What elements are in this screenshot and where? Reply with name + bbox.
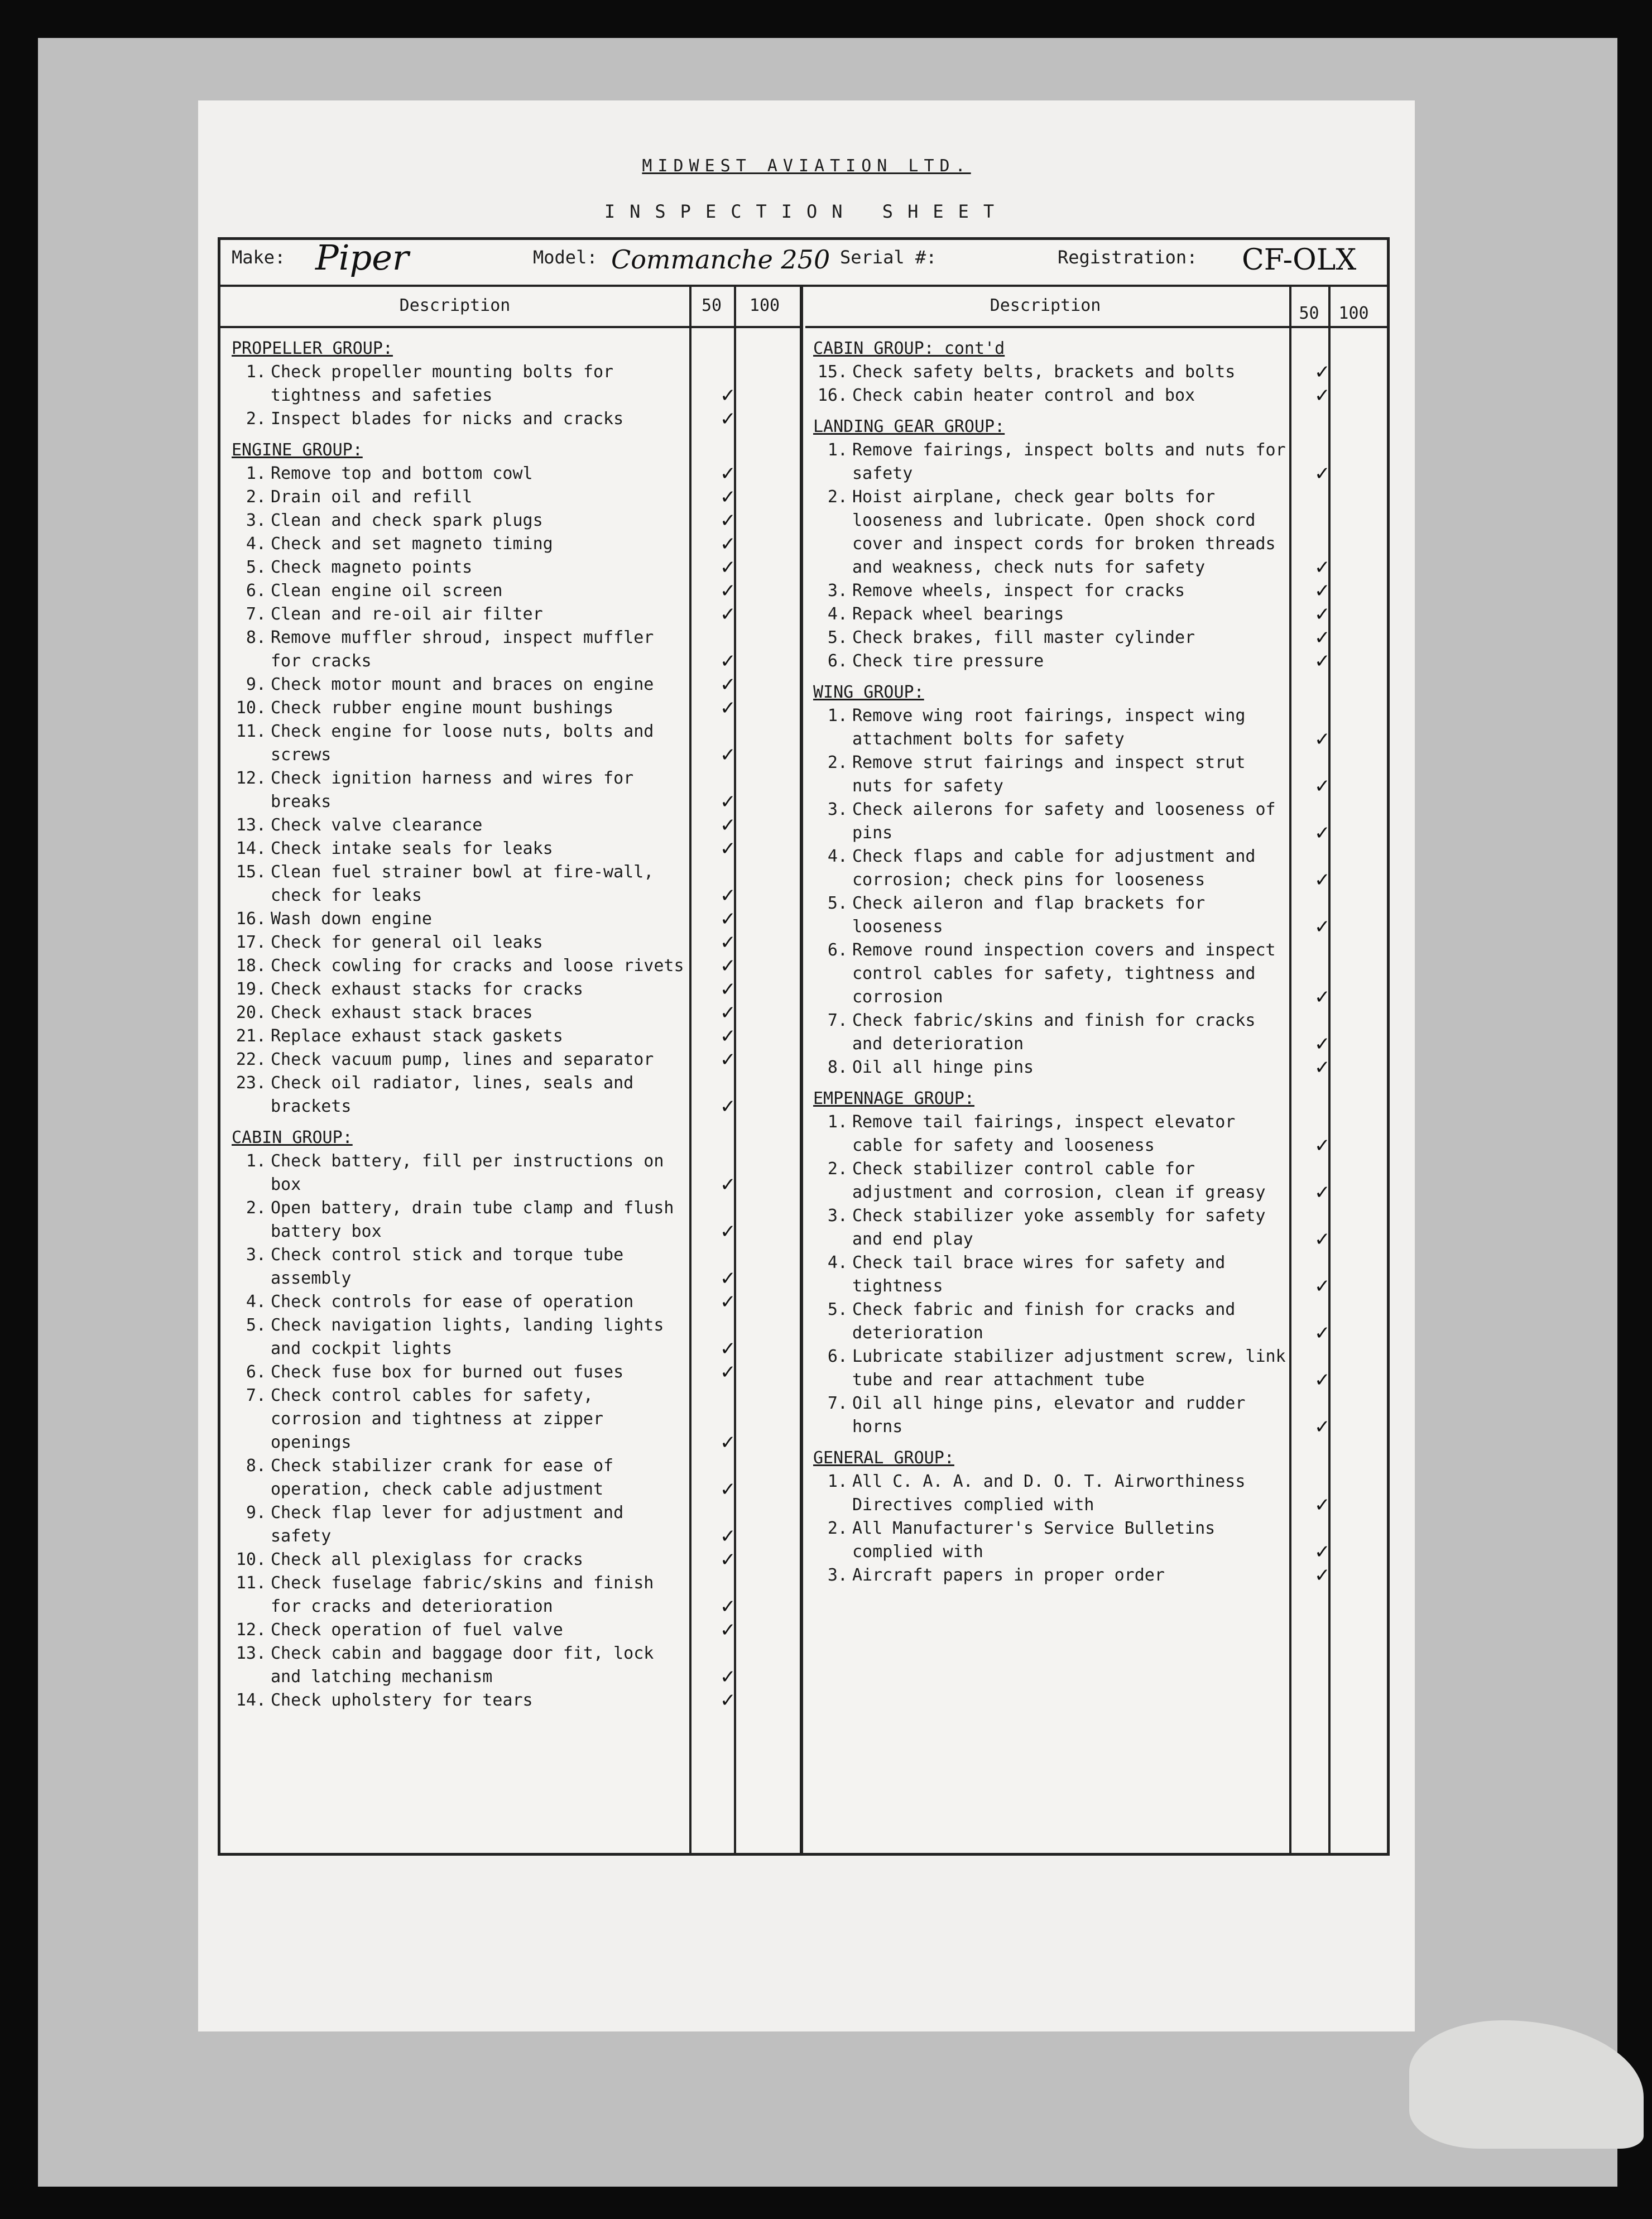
checkmark-icon: ✓ xyxy=(720,1338,736,1360)
item-text: Clean fuel strainer bowl at fire-wall, check for leaks xyxy=(271,862,654,905)
checkmark-icon: ✓ xyxy=(720,1525,736,1548)
checkmark-icon: ✓ xyxy=(720,1432,736,1454)
checklist-item xyxy=(232,532,736,556)
checkmark-icon: ✓ xyxy=(720,385,736,407)
item-text: Check all plexiglass for cracks xyxy=(271,1550,583,1569)
checkmark-icon: ✓ xyxy=(720,955,736,977)
checklist-item xyxy=(813,486,1331,579)
checklist-item xyxy=(813,751,1331,798)
checklist-item xyxy=(232,1314,736,1361)
item-text: Check fuse box for burned out fuses xyxy=(271,1362,624,1382)
checkmark-icon: ✓ xyxy=(720,1096,736,1118)
checklist-item xyxy=(813,704,1331,751)
checkmark-icon: ✓ xyxy=(1314,986,1331,1008)
checklist-item xyxy=(232,626,736,673)
item-number: 3. xyxy=(246,511,266,530)
left-100-header: 100 xyxy=(749,296,780,315)
checklist-item xyxy=(232,814,736,837)
item-text: Check brakes, fill master cylinder xyxy=(852,628,1195,647)
item-number: 20. xyxy=(236,1003,266,1022)
item-number: 1. xyxy=(827,1472,848,1491)
item-number: 12. xyxy=(236,769,266,788)
item-number: 15. xyxy=(817,362,848,382)
checklist-item xyxy=(232,1572,736,1618)
item-text: Check propeller mounting bolts for tightness and safeties xyxy=(271,362,614,405)
checklist-item xyxy=(813,603,1331,626)
item-text: Check for general oil leaks xyxy=(271,933,543,952)
item-text: Remove top and bottom cowl xyxy=(271,464,533,483)
checklist-item xyxy=(232,486,736,509)
checklist-item xyxy=(813,1111,1331,1157)
item-text: All C. A. A. and D. O. T. Airworthiness Directives complied with xyxy=(852,1472,1246,1515)
checklist-item xyxy=(232,954,736,978)
checklist-item xyxy=(813,1251,1331,1298)
make-value: Piper xyxy=(315,237,409,278)
item-text: Check cowling for cracks and loose rivets xyxy=(271,956,684,976)
item-number: 5. xyxy=(827,894,848,913)
checklist-item xyxy=(232,907,736,931)
item-number: 6. xyxy=(827,651,848,671)
checklist-item xyxy=(232,673,736,697)
checkmark-icon: ✓ xyxy=(720,1619,736,1641)
item-number: 2. xyxy=(246,1198,266,1218)
item-number: 16. xyxy=(817,386,848,405)
checkmark-icon: ✓ xyxy=(720,1002,736,1024)
item-number: 10. xyxy=(236,698,266,718)
item-number: 3. xyxy=(246,1245,266,1265)
checklist-item xyxy=(813,845,1331,892)
item-number: 8. xyxy=(246,628,266,647)
checkmark-icon: ✓ xyxy=(1314,1228,1331,1251)
checkmark-icon: ✓ xyxy=(1314,1181,1331,1204)
checklist-item xyxy=(813,439,1331,486)
item-number: 4. xyxy=(827,604,848,624)
item-text: Check intake seals for leaks xyxy=(271,839,553,858)
item-text: Open battery, drain tube clamp and flush battery box xyxy=(271,1198,674,1241)
item-number: 6. xyxy=(827,1347,848,1366)
model-value: Commanche 250 xyxy=(611,244,830,275)
checkmark-icon: ✓ xyxy=(720,908,736,930)
checkmark-icon: ✓ xyxy=(1314,1275,1331,1298)
checklist-item xyxy=(813,361,1331,384)
checklist-item xyxy=(232,1150,736,1197)
checklist-item xyxy=(813,1564,1331,1587)
item-text: Check fuselage fabric/skins and finish for cracks and deterioration xyxy=(271,1573,654,1616)
checklist-item xyxy=(232,931,736,954)
checkmark-icon: ✓ xyxy=(720,463,736,485)
checklist-item xyxy=(813,1345,1331,1392)
item-text: Replace exhaust stack gaskets xyxy=(271,1026,563,1046)
checkmark-icon: ✓ xyxy=(720,814,736,837)
checkmark-icon: ✓ xyxy=(720,486,736,508)
checklist-item xyxy=(232,1048,736,1072)
checklist-item xyxy=(813,798,1331,845)
item-text: Oil all hinge pins xyxy=(852,1058,1034,1077)
checkmark-icon: ✓ xyxy=(1314,1033,1331,1055)
item-text: Check ignition harness and wires for breaks xyxy=(271,769,634,811)
item-number: 9. xyxy=(246,675,266,694)
item-number: 13. xyxy=(236,815,266,835)
item-number: 5. xyxy=(246,558,266,577)
checkmark-icon: ✓ xyxy=(1314,627,1331,649)
checkmark-icon: ✓ xyxy=(720,1291,736,1313)
item-number: 9. xyxy=(246,1503,266,1522)
item-number: 4. xyxy=(246,1292,266,1312)
checklist-item xyxy=(232,1501,736,1548)
right-column-header xyxy=(805,287,1387,328)
item-text: Check cabin heater control and box xyxy=(852,386,1195,405)
item-number: 4. xyxy=(246,534,266,554)
checkmark-icon: ✓ xyxy=(720,408,736,430)
checkmark-icon: ✓ xyxy=(720,1689,736,1712)
checkmark-icon: ✓ xyxy=(720,580,736,602)
checkmark-icon: ✓ xyxy=(1314,1541,1331,1563)
item-number: 3. xyxy=(827,1206,848,1226)
left-group-title: PROPELLER GROUP: xyxy=(232,339,393,358)
checkmark-icon: ✓ xyxy=(1314,1416,1331,1438)
item-text: Check control stick and torque tube assembly xyxy=(271,1245,624,1288)
checklist-item xyxy=(232,767,736,814)
checklist-item xyxy=(813,384,1331,407)
item-text: Check exhaust stacks for cracks xyxy=(271,979,583,999)
inspection-table xyxy=(218,237,1390,1856)
model-label: Model: xyxy=(533,247,598,268)
item-text: Remove strut fairings and inspect strut nuts for safety xyxy=(852,753,1246,796)
checkmark-icon: ✓ xyxy=(720,556,736,579)
item-number: 5. xyxy=(827,1300,848,1319)
item-text: Check stabilizer control cable for adjustment and corrosion, clean if greasy xyxy=(852,1159,1266,1202)
checklist-item xyxy=(813,579,1331,603)
item-number: 7. xyxy=(246,604,266,624)
rule-center xyxy=(800,287,803,1853)
item-number: 4. xyxy=(827,1253,848,1272)
checkmark-icon: ✓ xyxy=(1314,775,1331,798)
item-number: 2. xyxy=(246,487,266,507)
checklist-item xyxy=(232,1197,736,1243)
checkmark-icon: ✓ xyxy=(720,1596,736,1618)
checkmark-icon: ✓ xyxy=(720,1267,736,1290)
checklist-item xyxy=(232,861,736,907)
registration-label: Registration: xyxy=(1058,247,1198,268)
item-text: Remove muffler shroud, inspect muffler for cracks xyxy=(271,628,654,671)
rule-left-50 xyxy=(689,287,691,1853)
checkmark-icon: ✓ xyxy=(1314,650,1331,673)
checklist-item xyxy=(813,939,1331,1009)
checkmark-icon: ✓ xyxy=(1314,385,1331,407)
item-number: 10. xyxy=(236,1550,266,1569)
checkmark-icon: ✓ xyxy=(1314,728,1331,751)
company-name: MIDWEST AVIATION LTD. xyxy=(642,156,971,176)
item-text: Remove round inspection covers and inspect control cables for safety, tightness and corrosion xyxy=(852,940,1276,1007)
item-text: Check upholstery for tears xyxy=(271,1690,533,1710)
item-text: Check battery, fill per instructions on box xyxy=(271,1151,664,1194)
checkmark-icon: ✓ xyxy=(720,885,736,907)
checkmark-icon: ✓ xyxy=(1314,1135,1331,1157)
left-description-header: Description xyxy=(399,296,511,315)
checklist-item xyxy=(232,407,736,431)
checkmark-icon: ✓ xyxy=(720,791,736,813)
checklist-item xyxy=(232,1361,736,1384)
item-text: Wash down engine xyxy=(271,909,432,929)
item-number: 7. xyxy=(827,1011,848,1030)
item-text: Check tail brace wires for safety and tightness xyxy=(852,1253,1226,1296)
checklist-item xyxy=(232,978,736,1001)
checklist-item xyxy=(232,720,736,767)
checklist-item xyxy=(232,462,736,486)
checkmark-icon: ✓ xyxy=(1314,603,1331,626)
sheet-title: INSPECTION SHEET xyxy=(604,201,1009,222)
item-number: 1. xyxy=(246,1151,266,1171)
registration-value: CF-OLX xyxy=(1242,243,1357,277)
checklist-item xyxy=(813,1204,1331,1251)
item-text: Check control cables for safety, corrosion and tightness at zipper openings xyxy=(271,1386,604,1452)
checklist-item xyxy=(232,837,736,861)
checkmark-icon: ✓ xyxy=(1314,1494,1331,1516)
item-text: Repack wheel bearings xyxy=(852,604,1064,624)
checkmark-icon: ✓ xyxy=(1314,1369,1331,1391)
item-number: 11. xyxy=(236,722,266,741)
checklist-item xyxy=(813,626,1331,650)
checklist-item xyxy=(232,697,736,720)
item-text: Check controls for ease of operation xyxy=(271,1292,634,1312)
item-text: Oil all hinge pins, elevator and rudder horns xyxy=(852,1394,1246,1437)
item-number: 1. xyxy=(827,440,848,460)
item-text: Remove fairings, inspect bolts and nuts for safety xyxy=(852,440,1286,483)
checkmark-icon: ✓ xyxy=(720,1174,736,1196)
item-number: 1. xyxy=(827,1112,848,1132)
item-number: 1. xyxy=(246,464,266,483)
item-number: 4. xyxy=(827,847,848,866)
checklist-item xyxy=(813,650,1331,673)
checkmark-icon: ✓ xyxy=(720,744,736,766)
item-number: 2. xyxy=(827,753,848,772)
checkmark-icon: ✓ xyxy=(1314,556,1331,579)
checklist-item xyxy=(813,1470,1331,1517)
checkmark-icon: ✓ xyxy=(1314,822,1331,844)
item-text: Check and set magneto timing xyxy=(271,534,553,554)
item-text: Drain oil and refill xyxy=(271,487,473,507)
item-number: 6. xyxy=(246,1362,266,1382)
checkmark-icon: ✓ xyxy=(720,533,736,555)
item-text: Check fabric/skins and finish for cracks and deterioration xyxy=(852,1011,1256,1054)
item-number: 14. xyxy=(236,839,266,858)
item-number: 2. xyxy=(246,409,266,429)
item-number: 13. xyxy=(236,1644,266,1663)
right-description-header: Description xyxy=(990,296,1101,315)
item-number: 7. xyxy=(246,1386,266,1405)
right-100-header: 100 xyxy=(1338,304,1369,323)
item-number: 7. xyxy=(827,1394,848,1413)
checklist-item xyxy=(232,509,736,532)
checklist-item xyxy=(232,579,736,603)
checkmark-icon: ✓ xyxy=(1314,1322,1331,1344)
checklist-item xyxy=(813,1392,1331,1439)
item-text: Clean engine oil screen xyxy=(271,581,503,601)
checkmark-icon: ✓ xyxy=(1314,916,1331,938)
item-number: 17. xyxy=(236,933,266,952)
checklist-item xyxy=(232,1689,736,1712)
right-group-title: LANDING GEAR GROUP: xyxy=(813,417,1005,436)
checklist-item xyxy=(813,892,1331,939)
item-number: 5. xyxy=(827,628,848,647)
checklist-item xyxy=(813,1056,1331,1079)
checkmark-icon: ✓ xyxy=(720,1361,736,1384)
item-text: Check fabric and finish for cracks and deterioration xyxy=(852,1300,1236,1343)
item-number: 6. xyxy=(246,581,266,601)
item-text: Remove wing root fairings, inspect wing attachment bolts for safety xyxy=(852,706,1246,749)
item-text: Check flaps and cable for adjustment and corrosion; check pins for looseness xyxy=(852,847,1256,890)
checklist-item xyxy=(813,1157,1331,1204)
item-text: Check oil radiator, lines, seals and brackets xyxy=(271,1073,634,1116)
item-text: Check tire pressure xyxy=(852,651,1044,671)
checklist-item xyxy=(232,1290,736,1314)
left-checklist xyxy=(232,329,736,1712)
left-group-title: CABIN GROUP: xyxy=(232,1128,353,1147)
checklist-item xyxy=(232,556,736,579)
checklist-item xyxy=(232,1072,736,1118)
checkmark-icon: ✓ xyxy=(720,1549,736,1571)
item-number: 5. xyxy=(246,1315,266,1335)
checklist-item xyxy=(232,603,736,626)
item-text: Check magneto points xyxy=(271,558,473,577)
item-number: 18. xyxy=(236,956,266,976)
checkmark-icon: ✓ xyxy=(720,931,736,954)
checklist-item xyxy=(232,361,736,407)
left-group-title: ENGINE GROUP: xyxy=(232,440,363,460)
left-50-header: 50 xyxy=(701,296,722,315)
right-50-header: 50 xyxy=(1299,304,1319,323)
item-text: Check rubber engine mount bushings xyxy=(271,698,614,718)
checklist-item xyxy=(232,1384,736,1454)
item-text: Check operation of fuel valve xyxy=(271,1620,563,1640)
item-text: Remove tail fairings, inspect elevator cable for safety and looseness xyxy=(852,1112,1236,1155)
item-number: 2. xyxy=(827,1519,848,1538)
item-number: 8. xyxy=(246,1456,266,1476)
checkmark-icon: ✓ xyxy=(720,1478,736,1501)
item-text: Check safety belts, brackets and bolts xyxy=(852,362,1236,382)
item-text: Check motor mount and braces on engine xyxy=(271,675,654,694)
item-number: 12. xyxy=(236,1620,266,1640)
item-text: Check cabin and baggage door fit, lock and latching mechanism xyxy=(271,1644,654,1687)
checkmark-icon: ✓ xyxy=(720,838,736,860)
checkmark-icon: ✓ xyxy=(720,650,736,673)
item-text: Clean and check spark plugs xyxy=(271,511,543,530)
checkmark-icon: ✓ xyxy=(1314,463,1331,485)
checklist-item xyxy=(232,1001,736,1025)
item-text: Check aileron and flap brackets for looseness xyxy=(852,894,1206,936)
item-number: 19. xyxy=(236,979,266,999)
item-number: 3. xyxy=(827,1565,848,1585)
item-number: 1. xyxy=(827,706,848,726)
item-text: Check valve clearance xyxy=(271,815,483,835)
checkmark-icon: ✓ xyxy=(720,1025,736,1048)
item-number: 2. xyxy=(827,1159,848,1179)
item-number: 22. xyxy=(236,1050,266,1069)
checkmark-icon: ✓ xyxy=(720,510,736,532)
item-number: 3. xyxy=(827,581,848,601)
rule-right-50 xyxy=(1289,287,1291,1853)
item-text: Hoist airplane, check gear bolts for looseness and lubricate. Open shock cord cover and inspect cords for broken threads and weakness, check nuts for safety xyxy=(852,487,1276,577)
item-number: 2. xyxy=(827,487,848,507)
item-text: Lubricate stabilizer adjustment screw, link tube and rear attachment tube xyxy=(852,1347,1286,1390)
item-number: 8. xyxy=(827,1058,848,1077)
item-number: 14. xyxy=(236,1690,266,1710)
checkmark-icon: ✓ xyxy=(1314,869,1331,891)
checkmark-icon: ✓ xyxy=(1314,580,1331,602)
item-number: 6. xyxy=(827,940,848,960)
make-label: Make: xyxy=(232,247,286,268)
checkmark-icon: ✓ xyxy=(720,674,736,696)
checklist-item xyxy=(232,1025,736,1048)
item-text: Check engine for loose nuts, bolts and screws xyxy=(271,722,654,765)
item-text: Check flap lever for adjustment and safety xyxy=(271,1503,624,1546)
checklist-item xyxy=(813,1517,1331,1564)
item-text: Check ailerons for safety and looseness of pins xyxy=(852,800,1276,843)
checkmark-icon: ✓ xyxy=(720,1666,736,1688)
item-text: Check exhaust stack braces xyxy=(271,1003,533,1022)
item-text: Clean and re-oil air filter xyxy=(271,604,543,624)
checkmark-icon: ✓ xyxy=(720,1221,736,1243)
checkmark-icon: ✓ xyxy=(720,1049,736,1071)
inspection-sheet-paper xyxy=(198,100,1415,2031)
checklist-item xyxy=(232,1548,736,1572)
item-text: Check navigation lights, landing lights and cockpit lights xyxy=(271,1315,664,1358)
checkmark-icon: ✓ xyxy=(1314,1564,1331,1587)
item-text: Check stabilizer crank for ease of operation, check cable adjustment xyxy=(271,1456,614,1499)
item-text: All Manufacturer's Service Bulletins complied with xyxy=(852,1519,1216,1562)
right-checklist xyxy=(813,329,1331,1587)
right-group-title: WING GROUP: xyxy=(813,683,924,702)
item-number: 1. xyxy=(246,362,266,382)
checkmark-icon: ✓ xyxy=(720,978,736,1001)
checkmark-icon: ✓ xyxy=(720,603,736,626)
checkmark-icon: ✓ xyxy=(720,697,736,719)
left-column-header xyxy=(220,287,800,328)
item-number: 15. xyxy=(236,862,266,882)
item-number: 11. xyxy=(236,1573,266,1593)
right-group-title: CABIN GROUP: cont'd xyxy=(813,339,1005,358)
checklist-item xyxy=(232,1618,736,1642)
item-text: Inspect blades for nicks and cracks xyxy=(271,409,624,429)
item-text: Check vacuum pump, lines and separator xyxy=(271,1050,654,1069)
item-number: 23. xyxy=(236,1073,266,1093)
item-text: Remove wheels, inspect for cracks xyxy=(852,581,1185,601)
checklist-item xyxy=(232,1243,736,1290)
checklist-item xyxy=(232,1642,736,1689)
checkmark-icon: ✓ xyxy=(1314,361,1331,383)
checklist-item xyxy=(813,1009,1331,1056)
checklist-item xyxy=(232,1454,736,1501)
aircraft-info-row xyxy=(220,237,1387,287)
right-group-title: EMPENNAGE GROUP: xyxy=(813,1089,974,1108)
serial-label: Serial #: xyxy=(840,247,937,268)
item-number: 16. xyxy=(236,909,266,929)
item-number: 3. xyxy=(827,800,848,819)
checklist-item xyxy=(813,1298,1331,1345)
item-text: Check stabilizer yoke assembly for safety and end play xyxy=(852,1206,1266,1249)
right-group-title: GENERAL GROUP: xyxy=(813,1448,954,1468)
checkmark-icon: ✓ xyxy=(1314,1056,1331,1079)
item-number: 21. xyxy=(236,1026,266,1046)
item-text: Aircraft papers in proper order xyxy=(852,1565,1165,1585)
